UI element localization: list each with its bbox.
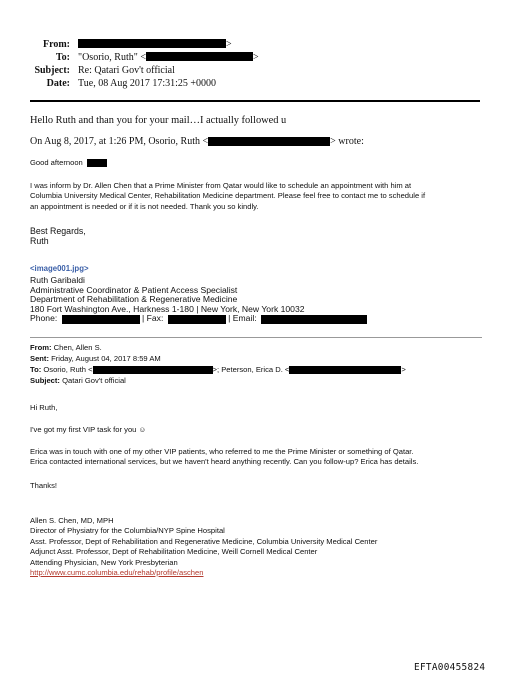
ruth-greeting: Good afternoon [30, 158, 83, 167]
ruth-signature-contact-row [30, 314, 367, 324]
outer-subject-value: Re: Qatari Gov't official [78, 65, 175, 76]
phone-label: Phone: [30, 313, 58, 324]
reply-line: Hello Ruth and than you for your mail…I actually followed u [30, 115, 287, 126]
redaction-block [168, 315, 226, 324]
quote-intro-prefix: On Aug 8, 2017, at 1:26 PM, Osorio, Ruth < [30, 136, 209, 147]
chen-paragraph-line: Erica contacted international services, but we haven't heard anything recently. Can you follow-up? Erica has details. [30, 457, 419, 467]
inner-from-label: From: [30, 343, 52, 352]
ruth-closing: Best Regards, [30, 226, 86, 236]
inner-to-suffix: > [401, 365, 406, 374]
inner-to-row [30, 365, 406, 375]
chen-signature-line: Adjunct Asst. Professor, Dept of Rehabilitation Medicine, Weill Cornell Medical Center [30, 547, 318, 557]
outer-to-value: "Osorio, Ruth" < [78, 52, 146, 63]
inner-sent-value: Friday, August 04, 2017 8:59 AM [51, 354, 161, 363]
ruth-paragraph-line: I was inform by Dr. Allen Chen that a Prime Minister from Qatar would like to schedule an appointment with him at [30, 181, 412, 190]
redaction-block [62, 315, 140, 324]
ruth-paragraph-line: Columbia University Medical Center, Rehabilitation Medicine department. Please feel free to contact me to schedule if [30, 191, 426, 201]
inner-from-value: Chen, Allen S. [53, 343, 102, 352]
redaction-block [93, 366, 213, 374]
outer-date-value: Tue, 08 Aug 2017 17:31:25 +0000 [78, 78, 217, 89]
chen-vip-line: I've got my first VIP task for you ☺ [30, 425, 147, 434]
email-label: | Email: [228, 313, 257, 324]
redaction-block [289, 366, 401, 374]
profile-link[interactable]: http://www.cumc.columbia.edu/rehab/profile/aschen [30, 568, 204, 578]
signature-image-tag: <image001.jpg> [30, 264, 89, 273]
document-id: EFTA00455824 [414, 662, 486, 673]
redaction-block [208, 137, 330, 146]
chen-paragraph [30, 447, 418, 468]
ruth-signature-block [30, 276, 367, 324]
quote-intro [30, 136, 364, 147]
inner-header-divider [30, 337, 482, 338]
inner-subject-value: Qatari Gov't official [62, 376, 126, 385]
outer-from-label: From: [42, 39, 70, 50]
outer-from-suffix: > [226, 39, 232, 50]
ruth-signature-title: Administrative Coordinator & Patient Access Specialist [30, 284, 238, 295]
inner-subject-label: Subject: [30, 376, 60, 385]
ruth-name: Ruth [30, 236, 49, 246]
chen-paragraph-line: Erica was in touch with one of my other VIP patients, who referred to me the Prime Minister or something of Qatar. [30, 447, 414, 456]
chen-signature-line: Allen S. Chen, MD, MPH [30, 516, 114, 525]
outer-to-suffix: > [252, 52, 259, 63]
outer-subject-label: Subject: [34, 65, 70, 76]
header-divider [30, 100, 480, 102]
outer-to-label: To: [55, 52, 70, 63]
chen-signature-line: Director of Physiatry for the Columbia/NYP Spine Hospital [30, 526, 225, 536]
chen-greeting: Hi Ruth, [30, 403, 58, 412]
ruth-paragraph [30, 181, 425, 212]
inner-to-mid: >; Peterson, Erica D. < [212, 365, 290, 374]
inner-sent-row [30, 354, 161, 364]
inner-from-row [30, 343, 102, 353]
redaction-block [87, 159, 107, 167]
ruth-paragraph-line: an appointment is needed or if it is not needed. Thank you so kindly. [30, 201, 259, 211]
outer-date-label: Date: [46, 78, 70, 89]
outer-date-row [4, 73, 216, 91]
ruth-signature-address: 180 Fort Washington Ave., Harkness 1-180 | New York, New York 10032 [30, 303, 305, 314]
ruth-greeting-row [30, 158, 107, 168]
chen-signature-line: Asst. Professor, Dept of Rehabilitation and Regenerative Medicine, Columbia University Medical Center [30, 536, 378, 546]
inner-to-prefix: Osorio, Ruth < [43, 365, 93, 374]
ruth-signature-department: Department of Rehabilitation & Regenerative Medicine [30, 294, 238, 305]
chen-thanks: Thanks! [30, 481, 58, 490]
quote-intro-suffix: > wrote: [330, 136, 364, 147]
chen-signature-line: Attending Physician, New York Presbyterian [30, 557, 178, 567]
chen-signature-block [30, 516, 377, 578]
redaction-block [261, 315, 367, 324]
inner-to-label: To: [30, 365, 42, 374]
inner-sent-label: Sent: [30, 354, 49, 363]
ruth-signature-name: Ruth Garibaldi [30, 275, 85, 285]
ruth-closing-block [30, 226, 86, 246]
inner-subject-row [30, 376, 126, 386]
fax-label: | Fax: [142, 313, 164, 324]
